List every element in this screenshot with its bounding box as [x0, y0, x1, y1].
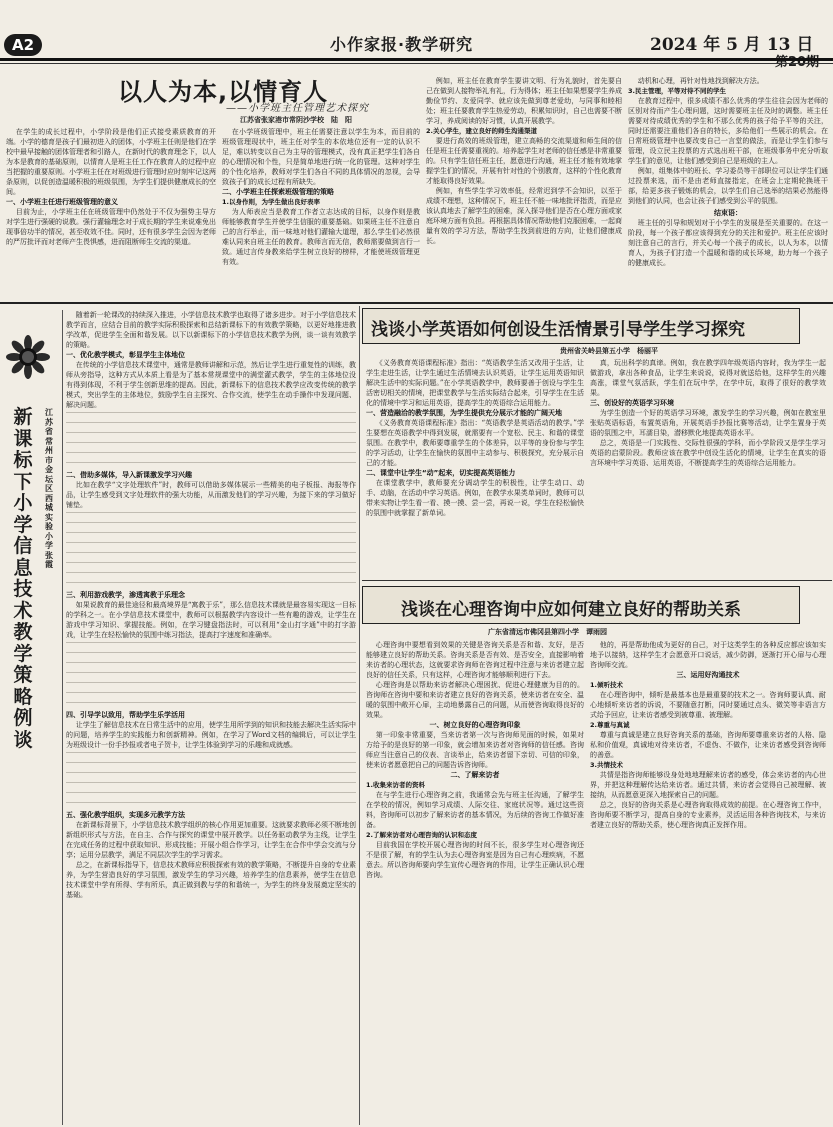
article2-author-char: 验 [45, 522, 53, 531]
article2-title-char: 例 [13, 707, 33, 729]
article4-paragraph-2: 心理咨询是以帮助来访者解决心理困扰、促进心理健康为目的的。咨询师在咨询中要和来访者建立良好的咨询关系，使来访者在安全、温暖的氛围中敞开心扉，主动地暴露自己的问题，从而使咨询取得良好的效果。 [366, 681, 584, 719]
article2-author-char: 西 [45, 493, 53, 503]
article2-text-block [66, 510, 356, 590]
article2-title-char: 新 [13, 406, 33, 428]
article1-column-3 [426, 76, 622, 298]
header-rule-thin [0, 63, 833, 64]
article3-heading-2: 二、课堂中让学生“动”起来，切实提高英语能力 [366, 469, 516, 477]
article2-heading-2: 二、借助多媒体，导入新课激发学习兴趣 [66, 471, 192, 479]
article4-paragraph-3: 第一印象非常重要，当来访者第一次与咨询师见面的时候，如果对方给予的是良好的第一印象，就会增加来访者对咨询师的信任感。咨询师应当注意自己的仪表、言谈举止，给来访者留下亲切、可信的印象，使来访者愿意把自己的问题告诉咨询师。 [366, 731, 584, 769]
article2-title-char: 学 [13, 642, 33, 665]
article1-paragraph-8: 在教育过程中，很多成绩不那么优秀的学生往往会因为老师的区别对待而产生心理问题，这时需要班主任及时的调整。班主任需要对待成绩优秀的学生和不那么优秀的孩子给予平等的关注，同时还需要注重他们各自的特长，多给他们一些展示的机会。在日常班级管理中也要改变自己一言堂的做法，而是让学生们参与管理，设立民主投票的方式选出班干部，在班级事务中充分听取学生们的意见，让他们感受到自己是班级的主人。 [628, 97, 828, 165]
article2-heading-4: 四、引导学以致用，帮助学生乐学活用 [66, 711, 185, 719]
article1-paragraph-9: 例如，组集体中的班长、学习委员等干部职位可以让学生们通过投票来选，而不是由老师直接指定，在班会上定期轮换班干部，给更多孩子锻炼的机会，以学生们自己选举的结果必然能得到他们的认同，也会让孩子们感受到公平的氛围。 [628, 167, 828, 205]
article4-paragraph-10: 总之，良好的咨询关系是心理咨询取得成效的前提。在心理咨询工作中，咨询师要不断学习，提高自身的专业素养，灵活运用各种咨询技术，与来访者建立良好的帮助关系，使心理咨询真正发挥作用。 [590, 801, 826, 829]
article3-title: 浅谈小学英语如何创设生活情景引导学生学习探究 [371, 320, 745, 340]
article2-title-char: 下 [13, 470, 33, 493]
article2-body [66, 310, 356, 1122]
article4-heading-2b: 2.了解来访者对心理咨询的认识和态度 [366, 831, 477, 839]
article4-heading-2a: 1.收集来访者的资料 [366, 781, 425, 789]
article2-title-char: 策 [13, 664, 33, 686]
article1-paragraph-3: 为人师表应当是教育工作者立志达成的目标，以身作则是教师能够教育学生并使学生信服的重要基础。如果班主任不注意自己的言行举止，而一味地对他们灌输大道理，那么学生们必然很难认同来自班主任的教育。教师言而无信，教师需要做到言行一致。通过言传身教来给学生树立良好的榜样，才能使班级管理更有效。 [222, 208, 420, 266]
article2-title-char: 技 [13, 578, 33, 600]
article3-column-2 [590, 358, 826, 578]
article2-paragraph-7: 总之，在新课标指导下，信息技术教师应积极探索有效的教学策略，不断提升自身的专业素养，为学生营造良好的学习氛围，激发学生的学习兴趣，培养学生的信息素养，使学生在信息技术课堂中学有所得、学有所乐，真正做到教与学的和谐统一，为学生的终身发展奠定坚实的基础。 [66, 861, 356, 899]
article2-author-char: 苏 [45, 417, 53, 427]
article2-author-char: 坛 [45, 474, 53, 484]
article4-heading-1: 一、树立良好的心理咨询印象 [429, 721, 521, 729]
article4-paragraph-9: 共情是指咨询师能够设身处地地理解来访者的感受，体会来访者的内心世界，并把这种理解传达给来访者。通过共情，来访者会觉得自己被理解、被接纳，从而愿意更深入地探索自己的问题。 [590, 771, 826, 799]
sunflower-icon [6, 335, 50, 379]
article2-paragraph-5: 让学生了解信息技术在日常生活中的应用，使学生用所学到的知识和技能去解决生活实际中的问题，培养学生的实践能力和创新精神。例如，在学习了Word文档的编辑后，可以让学生为班级设计一份手抄报或者电子贺卡，让学生体验到学习的乐趣和成就感。 [66, 721, 356, 749]
article4-paragraph-1: 心理咨询中要想看到效果的关键是咨询关系是否和谐、友好，是否能够建立良好的帮助关系。咨询关系是否有效、是否安全，直接影响着来访者的心理状态，这就要求咨询师在咨询过程中注意与来访者建立起良好的信任关系，只有这样，心理咨询才能够顺利进行下去。 [366, 641, 584, 679]
article1-column-2 [222, 127, 420, 297]
article3-paragraph-3: 在课堂教学中，教师要充分调动学生的积极性，让学生动口、动手、动脑，在活动中学习英语。例如，在教学水果类单词时，教师可以带来实物让学生看一看、摸一摸、尝一尝，再说一说，学生在轻松愉快的氛围中就掌握了新单词。 [366, 479, 584, 517]
article2-author-char: 州 [45, 446, 53, 455]
article4-heading-3c: 3.共情技术 [590, 761, 623, 769]
column-divider [359, 306, 360, 1125]
article2-title-char: 学 [13, 513, 33, 536]
article2-heading-5: 五、强化教学组织，实现多元教学方法 [66, 811, 185, 819]
page-number-badge: A2 [4, 34, 42, 56]
article2-title [6, 407, 40, 1007]
article2-title-char: 略 [13, 685, 33, 708]
article2-author-char: 常 [45, 436, 53, 446]
article4-column-1 [366, 640, 584, 1123]
article2-author [40, 408, 58, 570]
article2-text-block [66, 410, 356, 470]
article2-author-char: 实 [45, 512, 53, 522]
article4-heading-3b: 2.尊重与真诚 [590, 721, 630, 729]
article2-author-char: 张 [45, 550, 53, 560]
article2-divider [62, 310, 63, 1125]
article3-paragraph-5: 为学生创造一个好的英语学习环境，激发学生的学习兴趣，例如在教室里张贴英语标语，布置英语角，开展英语手抄报比赛等活动，让学生置身于英语的氛围之中，耳濡目染，潜移默化地提高英语水平。 [590, 409, 826, 437]
article4-heading-3: 三、运用好沟通技术 [676, 671, 740, 679]
article1-title: 以人为本,以情育人 [118, 78, 329, 106]
article3-paragraph-1: 《义务教育英语课程标准》指出：“英语教学生活又改用于生活，让学生走进生活，让学生通过生活情境去认识英语，让学生运用英语知识解决生活中的实际问题。”在小学英语教学中，教师要善于创设与学生生活密切相关的情境，把课堂教学与生活实际结合起来，引导学生在生活化的情境中学习和运用英语，提高学生的英语综合运用能力。 [366, 359, 584, 407]
article2-title-char: 息 [13, 556, 33, 579]
article2-author-char: 小 [45, 531, 53, 541]
article1-heading-2b: 2.关心学生，建立良好的师生沟通渠道 [426, 127, 537, 135]
article1-heading-1: 一、小学班主任进行班级管理的意义 [6, 198, 118, 206]
article2-author-char: 城 [45, 503, 53, 512]
article2-author-char: 学 [45, 541, 53, 550]
article4-author: 广东省清远市佛冈县第四小学 谭雨园 [488, 628, 607, 636]
newspaper-name: 小作家报·教学研究 [330, 35, 474, 54]
article2-text-block [66, 750, 356, 810]
article1-column-4 [628, 76, 828, 298]
article1-conclusion: 班主任的引导和规划对于小学生的发展是至关重要的。在这一阶段，每一个孩子都应该得到充分的关注和爱护。班主任应该时刻注意自己的言行，并关心每一个孩子的成长，以人为本，以情育人，为孩子们打造一个温暖和谐的成长环境，助力每一个孩子的健康成长。 [628, 219, 828, 267]
article1-heading-2a: 1.以身作则，为学生做出良好表率 [222, 198, 320, 206]
article2-heading-3: 三、利用游戏教学，渗透寓教于乐理念 [66, 591, 185, 599]
article2-author-char: 霞 [45, 560, 53, 569]
article1-paragraph-2: 在小学班级管理中，班主任需要注意以学生为本，而目前的班级管理现状中，班主任对学生的本依地位还有一定的认识不足，难以转变以自己为主导的管理模式，没有真正把学生们各自的心理情况和个性，只是简单地进行统一化的管理。这种对学生的个性化培养，教师对学生们各自不同的具体情况的忽视，会导致孩子们的成长过程有所缺失。 [222, 128, 420, 186]
article4-paragraph-6: 他的，再是帮助他成为更好的自己，对于这类学生的各种反应都应该如实地予以接纳，这样学生才会愿意开口说话，减少防御，逐渐打开心扉与心理咨询师交流。 [590, 641, 826, 669]
article1-heading-2c: 3.民主管理，平等对待不同的学生 [628, 87, 726, 95]
article2-title-char: 教 [13, 621, 33, 643]
article2-text-block [66, 640, 356, 710]
article2-author-char: 金 [45, 465, 53, 474]
article2-paragraph-4: 如果说教育的最佳途径和最高境界是“寓教于乐”，那么信息技术课就是最容易实现这一目标的学科之一。在小学信息技术课堂中，教师可以根据教学内容设计一些有趣的游戏，让学生在游戏中学习知识、掌握技能。例如，在学习键盘指法时，可以利用“金山打字通”中的打字游戏，让学生在轻松愉快的氛围中练习指法，提高打字速度和准确率。 [66, 601, 356, 639]
article1-column-1 [6, 127, 216, 297]
article4-column-2 [590, 640, 826, 1123]
article2-heading-1: 一、优化教学模式，彰显学生主体地位 [66, 351, 185, 359]
article3-bottom-rule [362, 580, 832, 581]
article1-author: 江苏省张家港市常阴沙学校 陆 阳 [240, 116, 352, 124]
header-rule [0, 58, 833, 61]
article4-heading-3a: 1.倾听技术 [590, 681, 623, 689]
article3-heading-3: 三、创设好的英语学习环境 [590, 399, 674, 407]
article2-title-char: 课 [13, 427, 33, 450]
article1-heading-2: 二、小学班主任探索班级管理的策略 [222, 188, 334, 196]
article4-title-box [362, 586, 800, 624]
article1-intro: 在学生的成长过程中，小学阶段是他们正式接受素质教育的开端。小学的德育是孩子们最初进入的团体，小学班主任则是他们在学校中最早接触的团体管理者和引路人，在新时代的教育理念下，以人为本是教育的基础原则，以情育人是班主任工作在教育人的过程中应当把握的重要原则。小学班主任在对班级进行管理时应时刻牢记这两条原则，以促创造温暖积极的班级氛围，为学生们提供健康成长的空间。 [6, 128, 216, 196]
article2-author-char: 省 [45, 427, 53, 436]
article4-paragraph-7: 在心理咨询中，倾听是最基本也是最重要的技术之一。咨询师要认真、耐心地倾听来访者的诉说，不要随意打断，同时要通过点头、微笑等非语言方式给予回应，让来访者感受到被尊重、被理解。 [590, 691, 826, 719]
article2-title-char: 术 [13, 599, 33, 622]
article1-subtitle: ——小学班主任管理艺术探究 [226, 103, 369, 114]
article1-paragraph-1: 目前为止，小学班主任在班级管理中仍然处于不仅为强势主导方对学生进行强硬的说教。强行灌输理念对于成长期的学生来说难免出现事倍功半的情况，甚至收效不佳。同时，还有很多学生会因为老师的严厉批评而对老师产生畏惧感，进而阻断师生交流的渠道。 [6, 208, 216, 246]
article3-heading-1: 一、营造融洽的教学氛围，为学生提供充分展示才能的广阔天地 [366, 409, 562, 417]
article3-paragraph-4: 真，玩出科学的真谛。例如，我在教学四年级英语内容时，我为学生一起做游戏，拿出各种食品，让学生来说说，说得对就送给他，这样学生的兴趣高涨，课堂气氛活跃，学生们在玩中学，在学中玩，取得了很好的教学效果。 [590, 359, 826, 397]
article2-author-char: 区 [45, 484, 53, 493]
article2-author-char: 市 [45, 455, 53, 465]
article4-heading-2: 二、了解来访者 [450, 771, 500, 779]
article1-paragraph-5: 要进行高效的班级管理，建立高畅的交流渠道和师生间的信任是班主任需要重视的。培养起学生对老师的信任感是非常重要的。只有学生信任班主任，愿意进行沟通，班主任才能有效地掌握学生们的情况，开展有针对性的个别教育，这样的个性化教育才能取得良好效果。 [426, 137, 622, 185]
article2-paragraph-3: 比如在教学“文字处理软件”时，教师可以借助多媒体展示一些精美的电子板报、海报等作品，让学生感受到文字处理软件的强大功能，从而激发他们的学习兴趣，为接下来的学习做好铺垫。 [66, 481, 356, 509]
article3-author: 贵州省关岭县第五小学 杨丽平 [560, 347, 658, 355]
article2-title-char: 谈 [13, 728, 33, 751]
article4-paragraph-4: 在与学生进行心理咨询之前，我通常会先与班主任沟通，了解学生在学校的情况，例如学习成绩、人际交往、家庭状况等。通过这些资料，咨询师可以初步了解来访者的基本情况，为后续的咨询工作做好准备。 [366, 791, 584, 829]
section-divider [0, 302, 833, 304]
issue-date: 2024 年 5 月 13 日 [650, 35, 814, 55]
article4-paragraph-8: 尊重与真诚是建立良好咨询关系的基础，咨询师要尊重来访者的人格、隐私和价值观，真诚地对待来访者，不虚伪、不做作，让来访者感受到咨询师的善意。 [590, 731, 826, 759]
article1-conclusion-label: 结束语： [714, 209, 742, 217]
article2-title-char: 标 [13, 449, 33, 471]
article2-paragraph-6: 在新课标背景下，小学信息技术教学组织的核心作用更加重要。这就要求教师必须不断地创新组织形式与方法，在自主、合作与探究的课堂中展开教学。以任务驱动教学为主线，让学生在完成任务的过程中获取知识、形成技能；开展小组合作学习，让学生在合作中学会交流与分享；运用分层教学，满足不同层次学生的学习需求。 [66, 821, 356, 859]
article1-paragraph-7: 动机和心理，再针对性地找到解决方法。 [637, 77, 764, 85]
article3-title-box [362, 308, 800, 344]
article1-paragraph-6: 例如，有些学生学习效率低，经常迟到学不会知识，以至于成绩不理想，这种情况下，班主任不能一味地批评指责，而是应该认真地去了解学生的困难，深入探寻他们是否在心理方面或家庭环境方面有负担。再根据具体情况帮助他们克服困难，一起商量有效的学习方法，帮助学生找到前进的方向，让他们健康成长。 [426, 187, 622, 245]
article1-paragraph-4: 例如，班主任在教育学生要讲文明、行为礼貌时，首先要自己在做到人接物举礼有礼，行为得体；班主任如果想要学生养成勤俭节约、友爱同学、就应该先做到尊老爱幼，与同事和睦相处；班主任要教育学生热爱劳动，积累知识时，自己也需要不断学习，养成阅读的好习惯，认真开展教学。 [426, 77, 622, 125]
article2-title-char: 信 [13, 535, 33, 557]
article3-paragraph-6: 总之，英语是一门实践性、交际性很强的学科，而小学阶段又是学生学习英语的启蒙阶段。教师应该在教学中创设生活化的情境，让学生在真实的语言环境中学习英语、运用英语，不断提高学生的英语综合运用能力。 [590, 439, 826, 467]
article2-title-char: 小 [13, 492, 33, 514]
article2-paragraph-1: 随着新一轮课改的持续深入推进，小学信息技术教学也取得了诸多进步。对于小学信息技术教学而言，应结合目前的教学实际积极探索和总结新课标下的有效教学策略，以更好地推进教学改革，促进学生全面和谐发展。以下以新课标下的小学信息技术教学为例，谈一谈有效教学的策略。 [66, 311, 356, 349]
article2-author-char: 江 [45, 408, 53, 417]
article4-paragraph-5: 目前我国在学校开展心理咨询的时间不长，很多学生对心理咨询还不是很了解，有的学生认为去心理咨询室是因为自己有心理疾病，不愿意去。所以咨询师要向学生宣传心理咨询的作用，让学生正确认识心理咨询。 [366, 841, 584, 879]
article3-paragraph-2: 《义务教育英语课程标准》指出：“英语教学是英语活动的教学。”学生要想在英语教学中得到发展，就需要有一个宽松、民主、和谐的课堂氛围。在教学中，教师要尊重学生的个体差异，以平等的身份参与学生的学习活动，让学生在愉快的氛围中主动参与、积极探究，充分展示自己的才能。 [366, 419, 584, 467]
article2-paragraph-2: 在传统的小学信息技术课堂中，通常是教师讲解和示范，然后让学生进行重复性的训练，教师从旁指导，这种方式从本质上看是为了基本常规课堂中的满堂灌式教学，学生的主体地位没有得到体现，不利于学生创新思维的提高。因此，新课标下的信息技术教学应改变传统的教学模式，突出学生的主体地位，鼓励学生自主探究、合作交流，使学生在动手操作中发现问题、解决问题。 [66, 361, 356, 409]
article4-title: 浅谈在心理咨询中应如何建立良好的帮助关系 [401, 600, 741, 620]
article3-column-1 [366, 358, 584, 578]
